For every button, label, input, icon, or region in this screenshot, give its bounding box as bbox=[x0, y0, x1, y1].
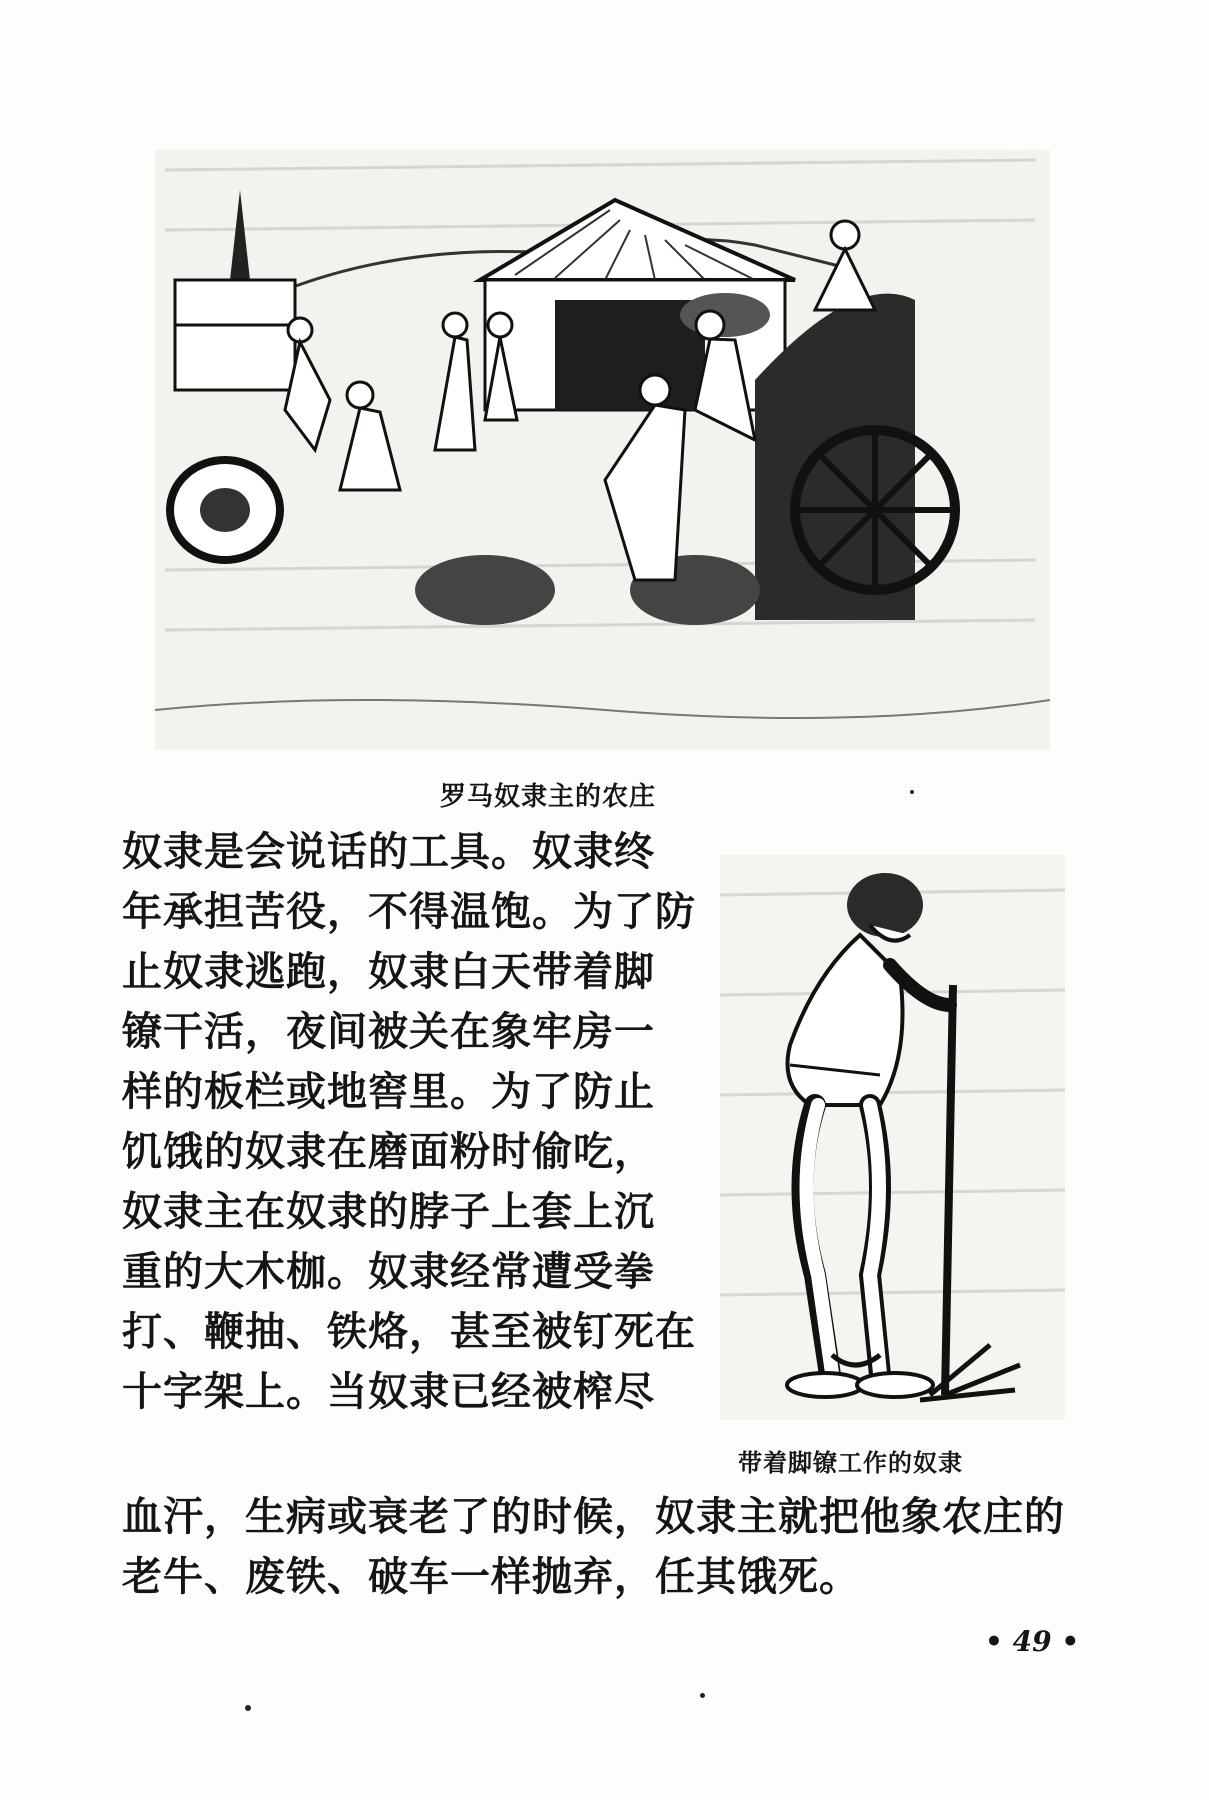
body-text-line: 样的板栏或地窖里。为了防止 bbox=[122, 1068, 655, 1115]
print-speck bbox=[245, 1705, 251, 1711]
body-text-line: 奴隶主在奴隶的脖子上套上沉 bbox=[122, 1188, 655, 1235]
body-text-line: 止奴隶逃跑，奴隶白天带着脚 bbox=[122, 948, 655, 995]
body-text-line: 打、鞭抽、铁烙，甚至被钉死在 bbox=[122, 1308, 696, 1355]
body-text-line: 年承担苦役，不得温饱。为了防 bbox=[122, 888, 696, 935]
body-text-line: 重的大木枷。奴隶经常遭受拳 bbox=[122, 1248, 655, 1295]
shackled-slave-illustration bbox=[720, 855, 1065, 1420]
body-text-line: 饥饿的奴隶在磨面粉时偷吃， bbox=[122, 1128, 655, 1175]
print-speck bbox=[700, 1693, 705, 1698]
figure-caption-top: 罗马奴隶主的农庄 bbox=[440, 782, 657, 812]
print-speck bbox=[910, 790, 914, 794]
body-text-line: 血汗，生病或衰老了的时候，奴隶主就把他象农庄的 bbox=[122, 1493, 1065, 1540]
body-text-line: 奴隶是会说话的工具。奴隶终 bbox=[122, 828, 655, 875]
page-number: • 49 • bbox=[985, 1625, 1080, 1658]
body-text-line: 镣干活，夜间被关在象牢房一 bbox=[122, 1008, 655, 1055]
body-text-line: 老牛、废铁、破车一样抛弃，任其饿死。 bbox=[122, 1553, 860, 1600]
figure-caption-right: 带着脚镣工作的奴隶 bbox=[738, 1448, 963, 1477]
body-text-line: 十字架上。当奴隶已经被榨尽 bbox=[122, 1368, 655, 1415]
roman-farm-illustration bbox=[155, 150, 1050, 750]
